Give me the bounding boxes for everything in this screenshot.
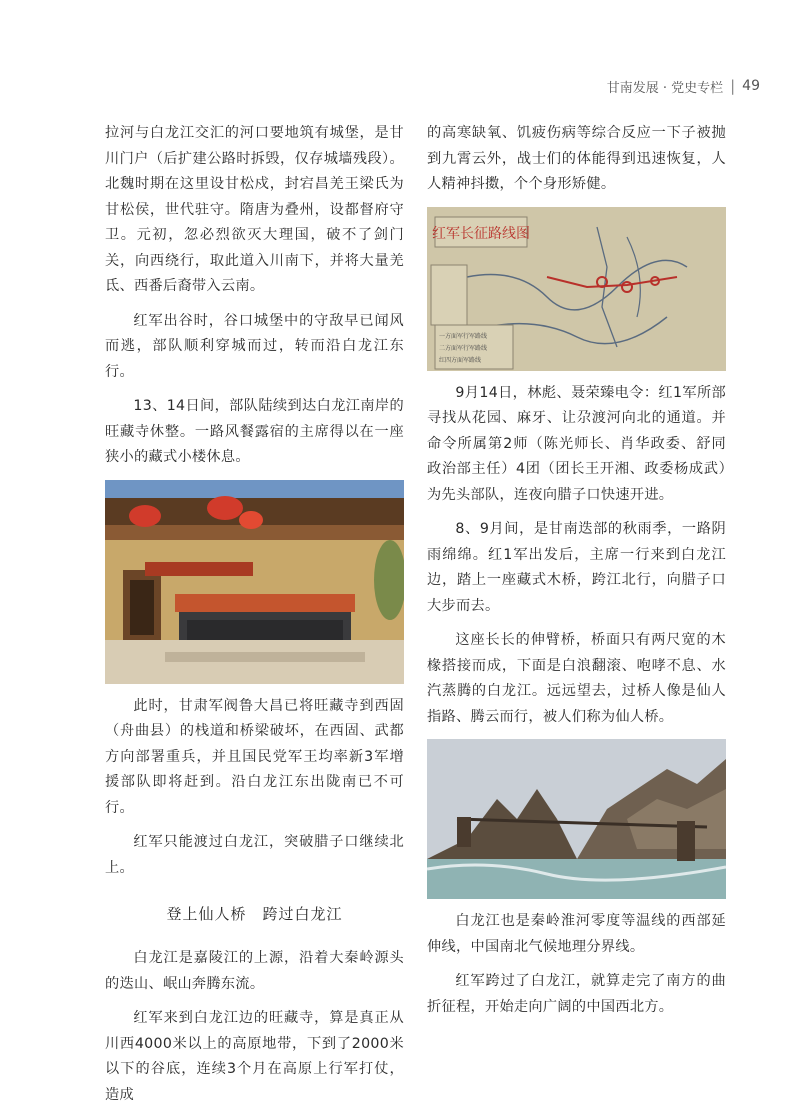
paragraph: 红军跨过了白龙江，就算走完了南方的曲折征程，开始走向广阔的中国西北方。 — [427, 973, 726, 1015]
header-separator: | — [730, 77, 736, 95]
paragraph: 拉河与白龙江交汇的河口要地筑有城堡，是甘川门户（后扩建公路时拆毁，仅存城墙残段）。北魏时期在这里设甘松戍，封宕昌羌王梁氏为甘松侯，世代驻守。隋唐为叠州，设都督府守卫。元初，忽必烈欲灭大理国，破不了剑门关，向西绕行，取此道入川南下，并将大量羌氐、西番后裔带入云南。 — [105, 125, 404, 294]
page-header — [560, 74, 760, 98]
paragraph: 的高寒缺氧、饥疲伤病等综合反应一下子被抛到九霄云外，战士们的体能得到迅速恢复，人人精神抖擞，个个身形矫健。 — [427, 125, 726, 192]
map-image — [427, 207, 726, 371]
paragraph: 这座长长的伸臂桥，桥面只有两尺宽的木椽搭接而成，下面是白浪翻滚、咆哮不息、水汽蒸腾的白龙江。远远望去，过桥人像是仙人指路、腾云而行，被人们称为仙人桥。 — [427, 632, 726, 725]
paragraph: 白龙江是嘉陵江的上源，沿着大秦岭源头的迭山、岷山奔腾东流。 — [105, 950, 404, 992]
map-title: 红军长征路线图 — [432, 225, 530, 242]
wangzang-temple-photo — [105, 480, 404, 684]
long-march-map-photo — [427, 207, 726, 371]
map-legend-item: 红四方面军路线 — [439, 356, 482, 364]
left-column — [105, 121, 404, 1117]
paragraph: 白龙江也是秦岭淮河零度等温线的西部延伸线，中国南北气候地理分界线。 — [427, 913, 726, 955]
xianren-bridge-photo — [427, 739, 726, 899]
page-number: 49 — [742, 78, 760, 94]
temple-photo-image — [105, 480, 404, 684]
paragraph: 此时，甘肃军阀鲁大昌已将旺藏寺到西固（舟曲县）的栈道和桥梁破坏，在西固、武都方向部署重兵，并且国民党军王均率新3军增援部队即将赶到。沿白龙江东出陇南已不可行。 — [105, 697, 404, 816]
paragraph: 8、9月间，是甘南迭部的秋雨季，一路阴雨绵绵。红1军出发后，主席一行来到白龙江边，踏上一座藏式木桥，跨江北行，向腊子口大步而去。 — [427, 521, 726, 614]
bridge-photo-image — [427, 739, 726, 899]
map-legend-item: 二方面军行军路线 — [439, 344, 488, 352]
section-subheading: 登上仙人桥 跨过白龙江 — [166, 905, 343, 923]
paragraph: 红军只能渡过白龙江，突破腊子口继续北上。 — [105, 834, 404, 876]
paragraph: 13、14日间，部队陆续到达白龙江南岸的旺藏寺休整。一路风餐露宿的主席得以在一座狭小的藏式小楼休息。 — [105, 398, 404, 465]
paragraph: 9月14日，林彪、聂荣臻电令：红1军所部寻找从花园、麻牙、让尕渡河向北的通道。并命令所属第2师（陈光师长、肖华政委、舒同政治部主任）4团（团长王开湘、政委杨成武）为先头部队，连夜向腊子口快速开进。 — [427, 384, 726, 503]
map-legend-item: 一方面军行军路线 — [439, 332, 488, 340]
section-title: 甘南发展 · 党史专栏 — [606, 80, 724, 96]
paragraph: 红军来到白龙江边的旺藏寺，算是真正从川西4000米以上的高原地带，下到了2000米以下的谷底，连续3个月在高原上行军打仗，造成 — [105, 1010, 404, 1103]
paragraph: 红军出谷时，谷口城堡中的守敌早已闻风而逃，部队顺利穿城而过，转而沿白龙江东行。 — [105, 312, 404, 380]
right-column — [427, 121, 726, 1029]
